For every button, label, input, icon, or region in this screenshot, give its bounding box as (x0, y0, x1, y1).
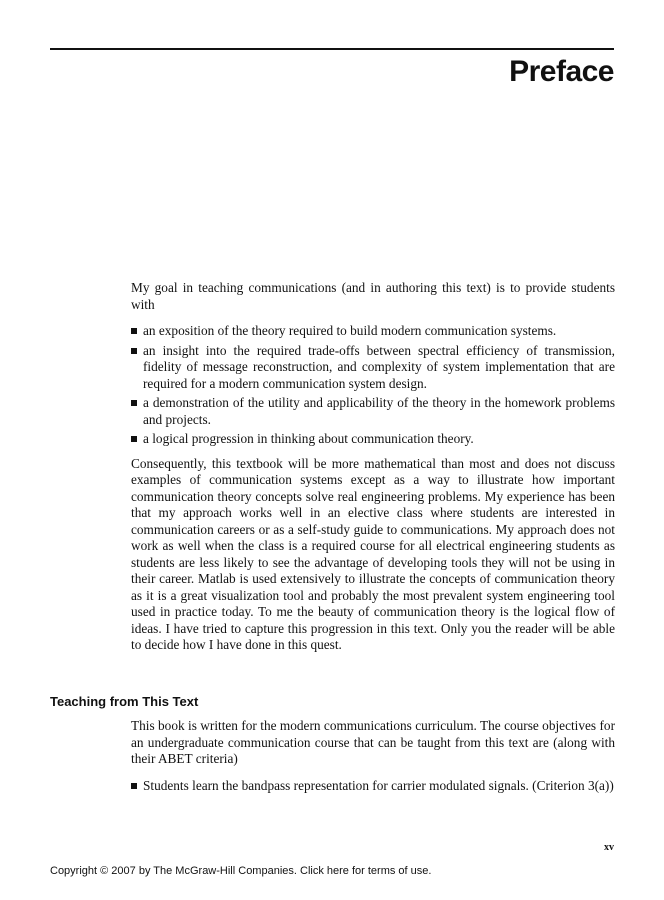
square-bullet-icon (131, 400, 137, 406)
chapter-title: Preface (509, 55, 614, 88)
goal-item-text: a logical progression in thinking about communication theory. (143, 431, 474, 446)
top-rule (50, 48, 614, 50)
objective-item (131, 778, 615, 795)
intro-paragraph: Consequently, this textbook will be more mathematical than most and does not discuss examples of communication systems except as a way to illustrate how important communication theory concepts solve real engineering problems. My experience has been that my approach works well in an elective class where students are interested in communication careers or as a self-study guide to communications. My approach does not work as well when the class is a required course for all electrical engineering students as students are less likely to see the advantage of developing tools they will not be using in their career. Matlab is used extensively to illustrate the concepts of communication theory as it is a great visualization tool and probably the most prevalent system engineering tool used in practice today. To me the beauty of communication theory is the logical flow of ideas. I have tried to capture this progression in this text. Only you the reader will be able to decide how I have done in this quest. (131, 455, 615, 652)
goal-item-text: an exposition of the theory required to build modern communication systems. (143, 323, 557, 338)
footer (50, 865, 431, 878)
terms-of-use-link[interactable]: Click here for terms of use. (300, 865, 432, 877)
intro-block (131, 280, 615, 654)
objective-item-text: Students learn the bandpass representation for carrier modulated signals. (Criterion 3(a)) (143, 777, 614, 793)
section-paragraph: This book is written for the modern communications curriculum. The course objectives for an undergraduate communication course that can be taught from this text are (along with their ABET criteria) (131, 718, 615, 766)
square-bullet-icon (131, 328, 137, 334)
goal-list (131, 323, 615, 448)
copyright-text: Copyright © 2007 by The McGraw-Hill Companies. (50, 865, 297, 877)
section-body (131, 718, 615, 802)
square-bullet-icon (131, 348, 137, 354)
goal-item (131, 431, 615, 448)
page-number: xv (604, 842, 614, 853)
objective-list (131, 778, 615, 795)
goal-item (131, 323, 615, 340)
square-bullet-icon (131, 783, 137, 789)
intro-lead: My goal in teaching communications (and in authoring this text) is to provide students with (131, 280, 615, 312)
goal-item (131, 343, 615, 393)
goal-item-text: a demonstration of the utility and applicability of the theory in the homework problems and projects. (143, 395, 615, 427)
section-heading: Teaching from This Text (50, 694, 199, 709)
goal-item (131, 395, 615, 428)
goal-item-text: an insight into the required trade-offs between spectral efficiency of transmission, fidelity of message reconstruction, and complexity of system implementation that are required for a modern communication system design. (143, 342, 615, 391)
square-bullet-icon (131, 436, 137, 442)
